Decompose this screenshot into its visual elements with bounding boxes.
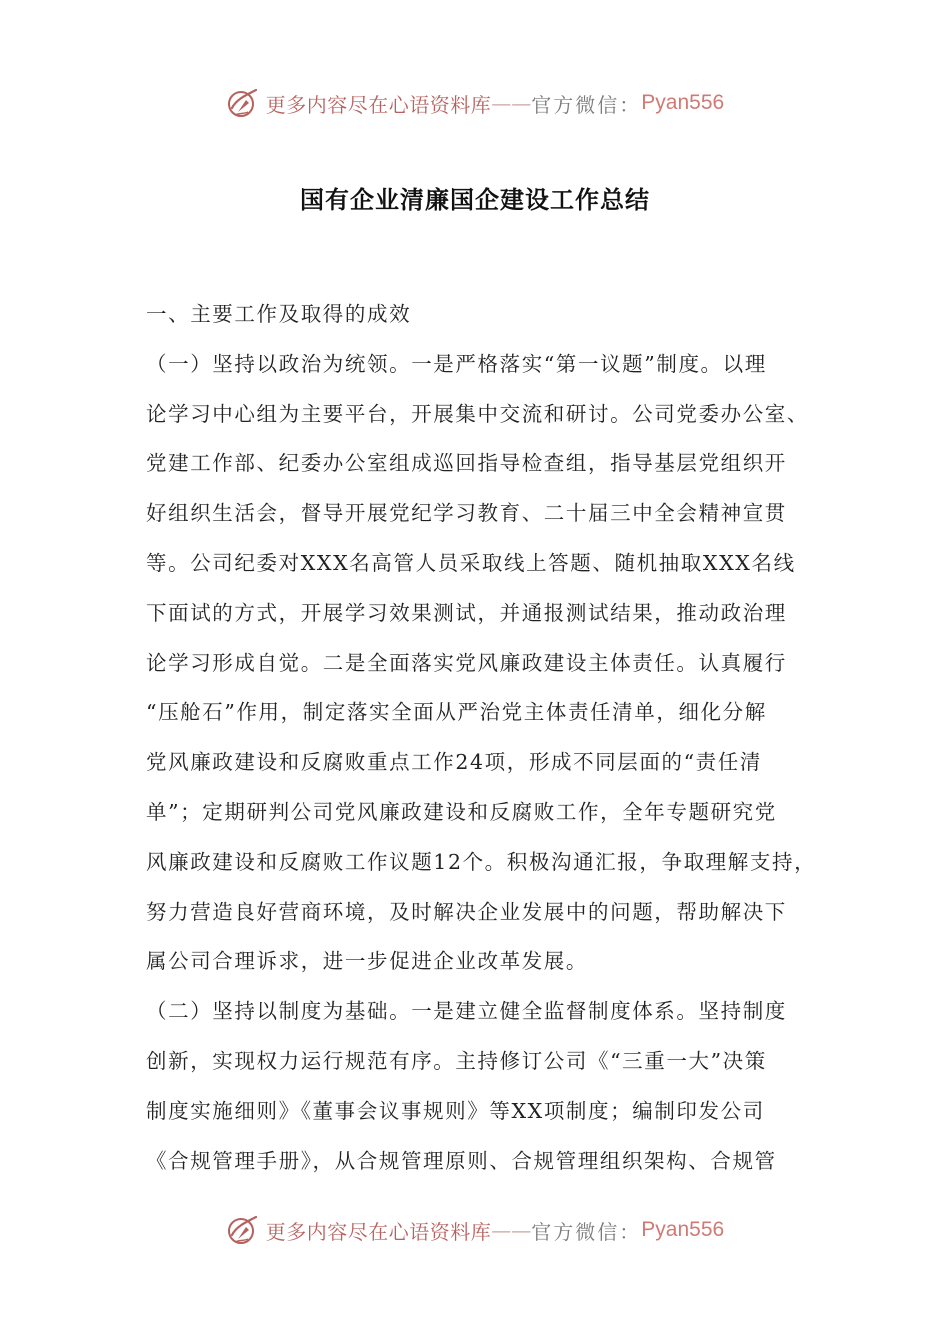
header-watermark-banner	[0, 83, 950, 123]
document-title: 国有企业清廉国企建设工作总结	[300, 186, 650, 214]
header-separator: ——	[491, 91, 532, 115]
header-wechat-id: Pyan556	[641, 91, 725, 114]
text-line: 制度实施细则》《董事会议事规则》等XX项制度；编制印发公司	[146, 1098, 765, 1123]
header-site-text: 更多内容尽在心语资料库	[265, 92, 492, 117]
text-line: 《合规管理手册》，从合规管理原则、合规管理组织架构、合规管	[146, 1148, 777, 1173]
text-line: “压舱石”作用，制定落实全面从严治党主体责任清单，细化分解	[146, 700, 767, 725]
text-line: （一）坚持以政治为统领。一是严格落实“第一议题”制度。以理	[146, 351, 767, 376]
text-line: 下面试的方式，开展学习效果测试，并通报测试结果，推动政治理	[146, 600, 787, 625]
text-line: 论学习形成自觉。二是全面落实党风廉政建设主体责任。认真履行	[146, 650, 787, 675]
footer-wechat-id: Pyan556	[641, 1218, 725, 1241]
text-line: 努力营造良好营商环境，及时解决企业发展中的问题，帮助解决下	[146, 899, 787, 924]
footer-site-text: 更多内容尽在心语资料库	[265, 1219, 492, 1244]
text-line: 单”；定期研判公司党风廉政建设和反腐败工作，全年专题研究党	[146, 799, 777, 824]
section-heading: 一、主要工作及取得的成效	[146, 302, 412, 326]
pen-logo-icon	[226, 1213, 260, 1247]
text-line: 党风廉政建设和反腐败重点工作24项，形成不同层面的“责任清	[146, 750, 762, 775]
text-line: 属公司合理诉求，进一步促进企业改革发展。	[146, 949, 588, 974]
text-line: 论学习中心组为主要平台，开展集中交流和研讨。公司党委办公室、	[146, 401, 809, 426]
header-wechat-label: 官方微信：	[531, 92, 642, 117]
footer-separator: ——	[491, 1218, 532, 1242]
text-line: 创新，实现权力运行规范有序。主持修订公司《“三重一大”决策	[146, 1048, 767, 1073]
pen-logo-icon	[226, 86, 260, 120]
text-line: 等。公司纪委对XXX名高管人员采取线上答题、随机抽取XXX名线	[146, 550, 796, 575]
footer-watermark-banner	[0, 1210, 950, 1250]
document-body	[146, 290, 826, 1186]
text-line: 党建工作部、纪委办公室组成巡回指导检查组，指导基层党组织开	[146, 451, 787, 476]
text-line: （二）坚持以制度为基础。一是建立健全监督制度体系。坚持制度	[146, 999, 787, 1024]
footer-wechat-label: 官方微信：	[531, 1219, 642, 1244]
text-line: 好组织生活会，督导开展党纪学习教育、二十届三中全会精神宣贯	[146, 501, 787, 526]
text-line: 风廉政建设和反腐败工作议题12个。积极沟通汇报，争取理解支持，	[146, 849, 817, 874]
